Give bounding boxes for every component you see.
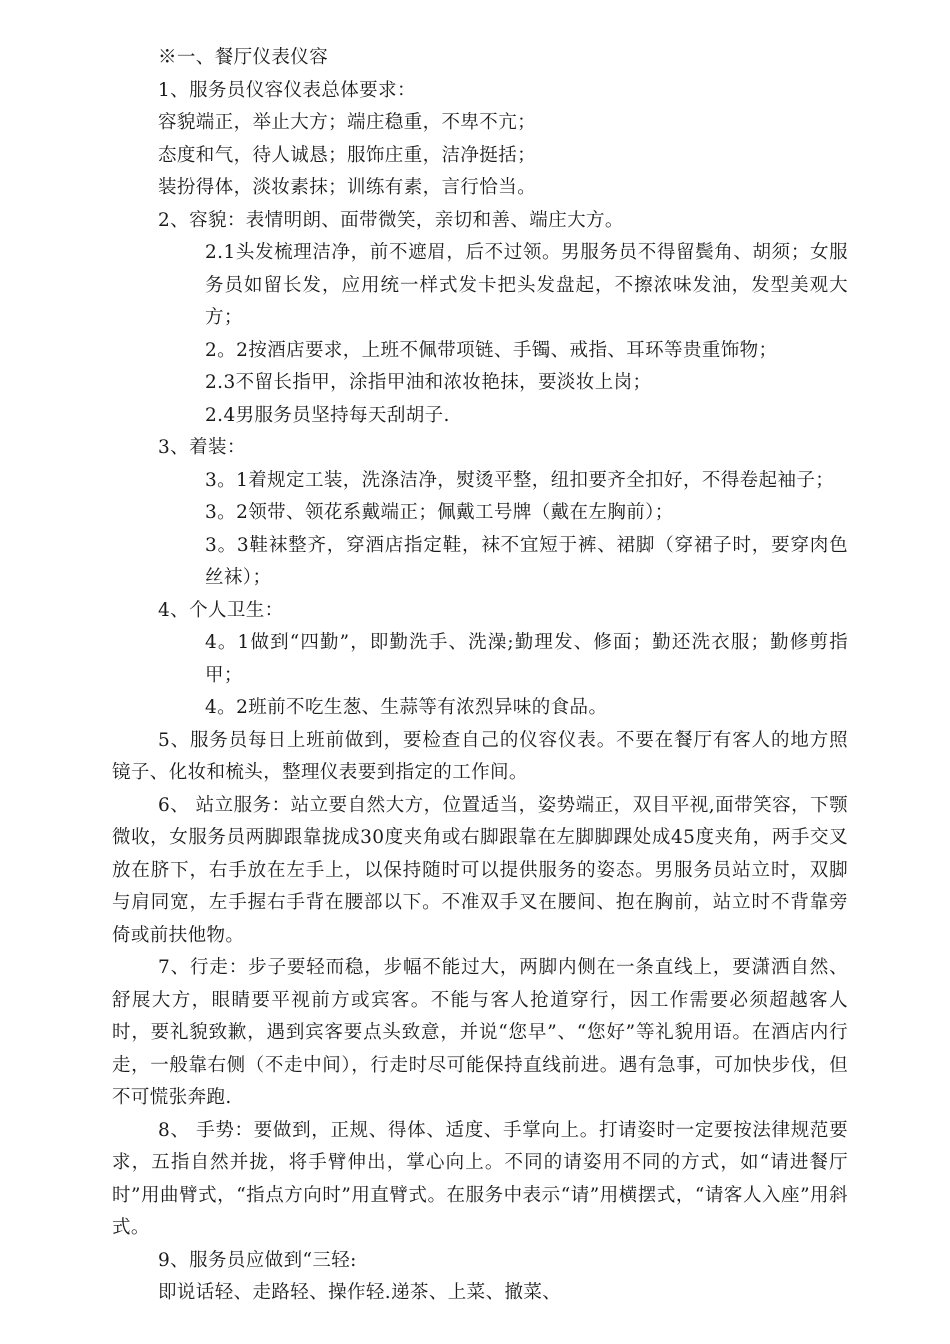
section-3-title: 3、着装： bbox=[158, 437, 246, 458]
section-4-item: 4。2班前不吃生葱、生蒜等有浓烈异味的食品。 bbox=[205, 697, 608, 718]
section-2-item: 2.1头发梳理洁净，前不遮眉，后不过领。男服务员不得留鬓角、胡须；女服务员如留长发，应用统一样式发卡把头发盘起，不擦浓味发油，发型美观大方； bbox=[205, 242, 848, 328]
section-7-paragraph: 7、行走：步子要轻而稳，步幅不能过大，两脚内侧在一条直线上，要潇洒自然、舒展大方，眼睛要平视前方或宾客。不能与客人抢道穿行，因工作需要必须超越客人时，要礼貌致歉，遇到宾客要点头致意，并说“您早”、“您好”等礼貌用语。在酒店内行走，一般靠右侧（不走中间），行走时尽可能保持直线前进。遇有急事，可加快步伐，但不可慌张奔跑. bbox=[112, 957, 848, 1108]
section-4-item: 4。1做到“四勤”，即勤洗手、洗澡;勤理发、修面；勤还洗衣服；勤修剪指甲； bbox=[205, 632, 848, 686]
document-heading: ※一、餐厅仪表仪容 bbox=[158, 47, 329, 68]
section-3-item: 3。1着规定工装，洗涤洁净，熨烫平整，纽扣要齐全扣好，不得卷起袖子； bbox=[205, 469, 835, 491]
section-9-line: 即说话轻、走路轻、操作轻.递茶、上菜、撤菜、 bbox=[158, 1282, 562, 1303]
document-body bbox=[112, 42, 848, 1310]
section-2-item: 2.3不留长指甲，涂指甲油和浓妆艳抹，要淡妆上岗； bbox=[205, 372, 652, 393]
section-2-item: 2.4男服务员坚持每天刮胡子. bbox=[205, 404, 450, 426]
section-1-title: 1、服务员仪容仪表总体要求： bbox=[158, 79, 416, 101]
section-2-title: 2、容貌：表情明朗、面带微笑，亲切和善、端庄大方。 bbox=[158, 209, 624, 231]
section-4-title: 4、个人卫生： bbox=[158, 599, 284, 621]
section-2-item: 2。2按酒店要求，上班不佩带项链、手镯、戒指、耳环等贵重饰物； bbox=[205, 339, 778, 361]
section-3-item: 3。3鞋袜整齐，穿酒店指定鞋，袜不宜短于裤、裙脚（穿裙子时，要穿肉色丝袜）； bbox=[205, 534, 848, 588]
section-9-title: 9、服务员应做到“三轻: bbox=[158, 1249, 357, 1271]
section-1-line: 容貌端正，举止大方；端庄稳重，不卑不亢； bbox=[158, 112, 537, 133]
section-6-paragraph: 6、 站立服务：站立要自然大方，位置适当，姿势端正，双目平视,面带笑容，下颚微收，女服务员两脚跟靠拢成30度夹角或右脚跟靠在左脚脚踝处成45度夹角，两手交叉放在脐下，右手放在左手上，以保持随时可以提供服务的姿态。男服务员站立时，双脚与肩同宽，左手握右手背在腰部以下。不准双手叉在腰间、抱在胸前，站立时不背靠旁倚或前扶他物。 bbox=[112, 794, 848, 946]
section-8-paragraph: 8、 手势：要做到，正规、得体、适度、手掌向上。打请姿时一定要按法律规范要求，五指自然并拢，将手臂伸出，掌心向上。不同的请姿用不同的方式，如“请进餐厅时”用曲臂式，“指点方向时”用直臂式。在服务中表示“请”用横摆式，“请客人入座”用斜式。 bbox=[112, 1119, 848, 1238]
section-1-line: 态度和气，待人诚恳；服饰庄重，洁净挺括； bbox=[158, 144, 537, 166]
section-5-paragraph: 5、服务员每日上班前做到，要检查自己的仪容仪表。不要在餐厅有客人的地方照镜子、化妆和梳头，整理仪表要到指定的工作间。 bbox=[112, 729, 848, 783]
section-1-line: 装扮得体，淡妆素抹；训练有素，言行恰当。 bbox=[158, 177, 537, 198]
section-3-item: 3。2领带、领花系戴端正；佩戴工号牌（戴在左胸前）； bbox=[205, 502, 674, 523]
